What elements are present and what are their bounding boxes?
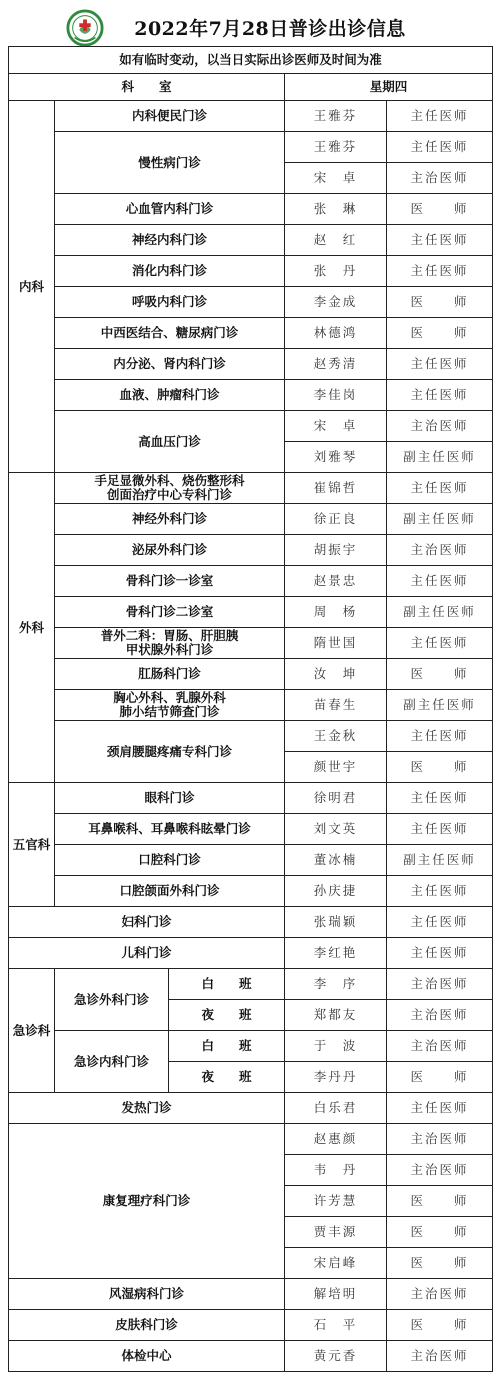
doctor-name: 贾丰源 <box>285 1217 387 1248</box>
doctor-name: 石 平 <box>285 1310 387 1341</box>
clinic-name: 颈肩腰腿疼痛专科门诊 <box>55 721 285 783</box>
doctor-name: 郑都友 <box>285 1000 387 1031</box>
clinic-name: 耳鼻喉科、耳鼻喉科眩晕门诊 <box>55 814 285 845</box>
doctor-name: 张 琳 <box>285 194 387 225</box>
shift-label: 夜 班 <box>169 1062 285 1093</box>
clinic-name: 肛肠科门诊 <box>55 659 285 690</box>
doctor-title: 主任医师 <box>387 101 493 132</box>
doctor-title: 主任医师 <box>387 814 493 845</box>
doctor-name: 李红艳 <box>285 938 387 969</box>
clinic-name: 急诊外科门诊 <box>55 969 169 1031</box>
doctor-title: 医 师 <box>387 1217 493 1248</box>
clinic-name <box>55 473 285 504</box>
doctor-title: 副主任医师 <box>387 597 493 628</box>
shift-label: 白 班 <box>169 1031 285 1062</box>
doctor-title: 主任医师 <box>387 1093 493 1124</box>
header-day: 星期四 <box>285 74 493 101</box>
notice-text: 如有临时变动，以当日实际出诊医师及时间为准 <box>9 47 493 74</box>
doctor-title: 主治医师 <box>387 163 493 194</box>
clinic-name: 眼科门诊 <box>55 783 285 814</box>
doctor-title: 主任医师 <box>387 938 493 969</box>
doctor-title: 主治医师 <box>387 1124 493 1155</box>
doctor-title: 主任医师 <box>387 876 493 907</box>
clinic-name: 康复理疗科门诊 <box>9 1124 285 1279</box>
header <box>0 0 500 46</box>
doctor-title: 医 师 <box>387 1186 493 1217</box>
clinic-name: 消化内科门诊 <box>55 256 285 287</box>
doctor-title: 主治医师 <box>387 1155 493 1186</box>
doctor-name: 张 丹 <box>285 256 387 287</box>
group-jizhen: 急诊科 <box>9 969 55 1093</box>
doctor-title: 主治医师 <box>387 411 493 442</box>
doctor-name: 王雅芬 <box>285 101 387 132</box>
doctor-name: 李丹丹 <box>285 1062 387 1093</box>
doctor-name: 刘雅琴 <box>285 442 387 473</box>
clinic-name: 泌尿外科门诊 <box>55 535 285 566</box>
doctor-title: 医 师 <box>387 194 493 225</box>
clinic-name: 急诊内科门诊 <box>55 1031 169 1093</box>
clinic-name: 皮肤科门诊 <box>9 1310 285 1341</box>
clinic-name: 内分泌、肾内科门诊 <box>55 349 285 380</box>
doctor-name: 苗春生 <box>285 690 387 721</box>
page-title: 2022年7月28日普诊出诊信息 <box>134 18 406 40</box>
clinic-name-line1: 普外二科：胃肠、肝胆胰 <box>100 628 239 643</box>
doctor-title: 医 师 <box>387 659 493 690</box>
clinic-name: 骨科门诊一诊室 <box>55 566 285 597</box>
clinic-name <box>55 628 285 659</box>
doctor-title: 主任医师 <box>387 225 493 256</box>
clinic-name-line1: 胸心外科、乳腺外科 <box>113 690 226 705</box>
clinic-name: 呼吸内科门诊 <box>55 287 285 318</box>
doctor-name: 李金成 <box>285 287 387 318</box>
doctor-name: 崔锦哲 <box>285 473 387 504</box>
group-wuguan: 五官科 <box>9 783 55 907</box>
doctor-title: 医 师 <box>387 1248 493 1279</box>
doctor-name: 韦 丹 <box>285 1155 387 1186</box>
clinic-name: 中西医结合、糖尿病门诊 <box>55 318 285 349</box>
doctor-title: 医 师 <box>387 752 493 783</box>
doctor-name: 林德鸿 <box>285 318 387 349</box>
doctor-name: 赵 红 <box>285 225 387 256</box>
doctor-name: 赵秀清 <box>285 349 387 380</box>
doctor-name: 宋启峰 <box>285 1248 387 1279</box>
doctor-title: 医 师 <box>387 287 493 318</box>
shift-label: 白 班 <box>169 969 285 1000</box>
clinic-name: 高血压门诊 <box>55 411 285 473</box>
doctor-name: 颜世宇 <box>285 752 387 783</box>
doctor-title: 主任医师 <box>387 566 493 597</box>
doctor-title: 主任医师 <box>387 132 493 163</box>
clinic-name: 心血管内科门诊 <box>55 194 285 225</box>
doctor-title: 主治医师 <box>387 1000 493 1031</box>
doctor-title: 主治医师 <box>387 969 493 1000</box>
doctor-title: 副主任医师 <box>387 504 493 535</box>
clinic-name-line2: 甲状腺外科门诊 <box>125 642 214 657</box>
doctor-title: 主治医师 <box>387 1341 493 1372</box>
doctor-name: 王金秋 <box>285 721 387 752</box>
doctor-name: 宋 卓 <box>285 411 387 442</box>
doctor-name: 于 波 <box>285 1031 387 1062</box>
clinic-name: 妇科门诊 <box>9 907 285 938</box>
doctor-name: 张瑞颖 <box>285 907 387 938</box>
doctor-title: 副主任医师 <box>387 442 493 473</box>
shift-label: 夜 班 <box>169 1000 285 1031</box>
clinic-name: 神经外科门诊 <box>55 504 285 535</box>
doctor-title: 副主任医师 <box>387 690 493 721</box>
doctor-name: 徐正良 <box>285 504 387 535</box>
clinic-name: 发热门诊 <box>9 1093 285 1124</box>
header-dept: 科 室 <box>9 74 285 101</box>
clinic-name: 骨科门诊二诊室 <box>55 597 285 628</box>
doctor-name: 白乐君 <box>285 1093 387 1124</box>
clinic-name: 口腔科门诊 <box>55 845 285 876</box>
doctor-name: 董冰楠 <box>285 845 387 876</box>
doctor-title: 医 师 <box>387 1062 493 1093</box>
group-waike: 外科 <box>9 473 55 783</box>
clinic-name: 体检中心 <box>9 1341 285 1372</box>
doctor-name: 王雅芬 <box>285 132 387 163</box>
doctor-name: 许芳慧 <box>285 1186 387 1217</box>
doctor-name: 徐明君 <box>285 783 387 814</box>
clinic-name: 儿科门诊 <box>9 938 285 969</box>
clinic-name: 神经内科门诊 <box>55 225 285 256</box>
doctor-name: 李 序 <box>285 969 387 1000</box>
doctor-name: 胡振宇 <box>285 535 387 566</box>
doctor-title: 主任医师 <box>387 721 493 752</box>
schedule-table <box>8 46 493 1372</box>
doctor-title: 主任医师 <box>387 628 493 659</box>
doctor-name: 刘文英 <box>285 814 387 845</box>
clinic-name-line2: 创面治疗中心专科门诊 <box>106 487 232 502</box>
clinic-name: 慢性病门诊 <box>55 132 285 194</box>
clinic-name: 内科便民门诊 <box>55 101 285 132</box>
doctor-title: 医 师 <box>387 1310 493 1341</box>
group-neike: 内科 <box>9 101 55 473</box>
doctor-title: 副主任医师 <box>387 845 493 876</box>
doctor-name: 周 杨 <box>285 597 387 628</box>
doctor-name: 解培明 <box>285 1279 387 1310</box>
doctor-name: 汝 坤 <box>285 659 387 690</box>
clinic-name <box>55 690 285 721</box>
clinic-name-line2: 肺小结节筛查门诊 <box>119 704 220 719</box>
doctor-title: 主治医师 <box>387 535 493 566</box>
doctor-name: 李佳岗 <box>285 380 387 411</box>
doctor-name: 宋 卓 <box>285 163 387 194</box>
doctor-title: 主治医师 <box>387 1279 493 1310</box>
doctor-title: 主任医师 <box>387 380 493 411</box>
clinic-name: 风湿病科门诊 <box>9 1279 285 1310</box>
doctor-title: 主任医师 <box>387 349 493 380</box>
clinic-name-line1: 手足显微外科、烧伤整形科 <box>94 473 245 488</box>
doctor-name: 赵惠颜 <box>285 1124 387 1155</box>
doctor-name: 黄元香 <box>285 1341 387 1372</box>
clinic-name: 血液、肿瘤科门诊 <box>55 380 285 411</box>
doctor-name: 赵景忠 <box>285 566 387 597</box>
doctor-name: 孙庆捷 <box>285 876 387 907</box>
doctor-title: 主任医师 <box>387 907 493 938</box>
clinic-name: 口腔颌面外科门诊 <box>55 876 285 907</box>
doctor-title: 主任医师 <box>387 783 493 814</box>
doctor-title: 主任医师 <box>387 256 493 287</box>
doctor-name: 隋世国 <box>285 628 387 659</box>
doctor-title: 主治医师 <box>387 1031 493 1062</box>
doctor-title: 医 师 <box>387 318 493 349</box>
doctor-title: 主任医师 <box>387 473 493 504</box>
